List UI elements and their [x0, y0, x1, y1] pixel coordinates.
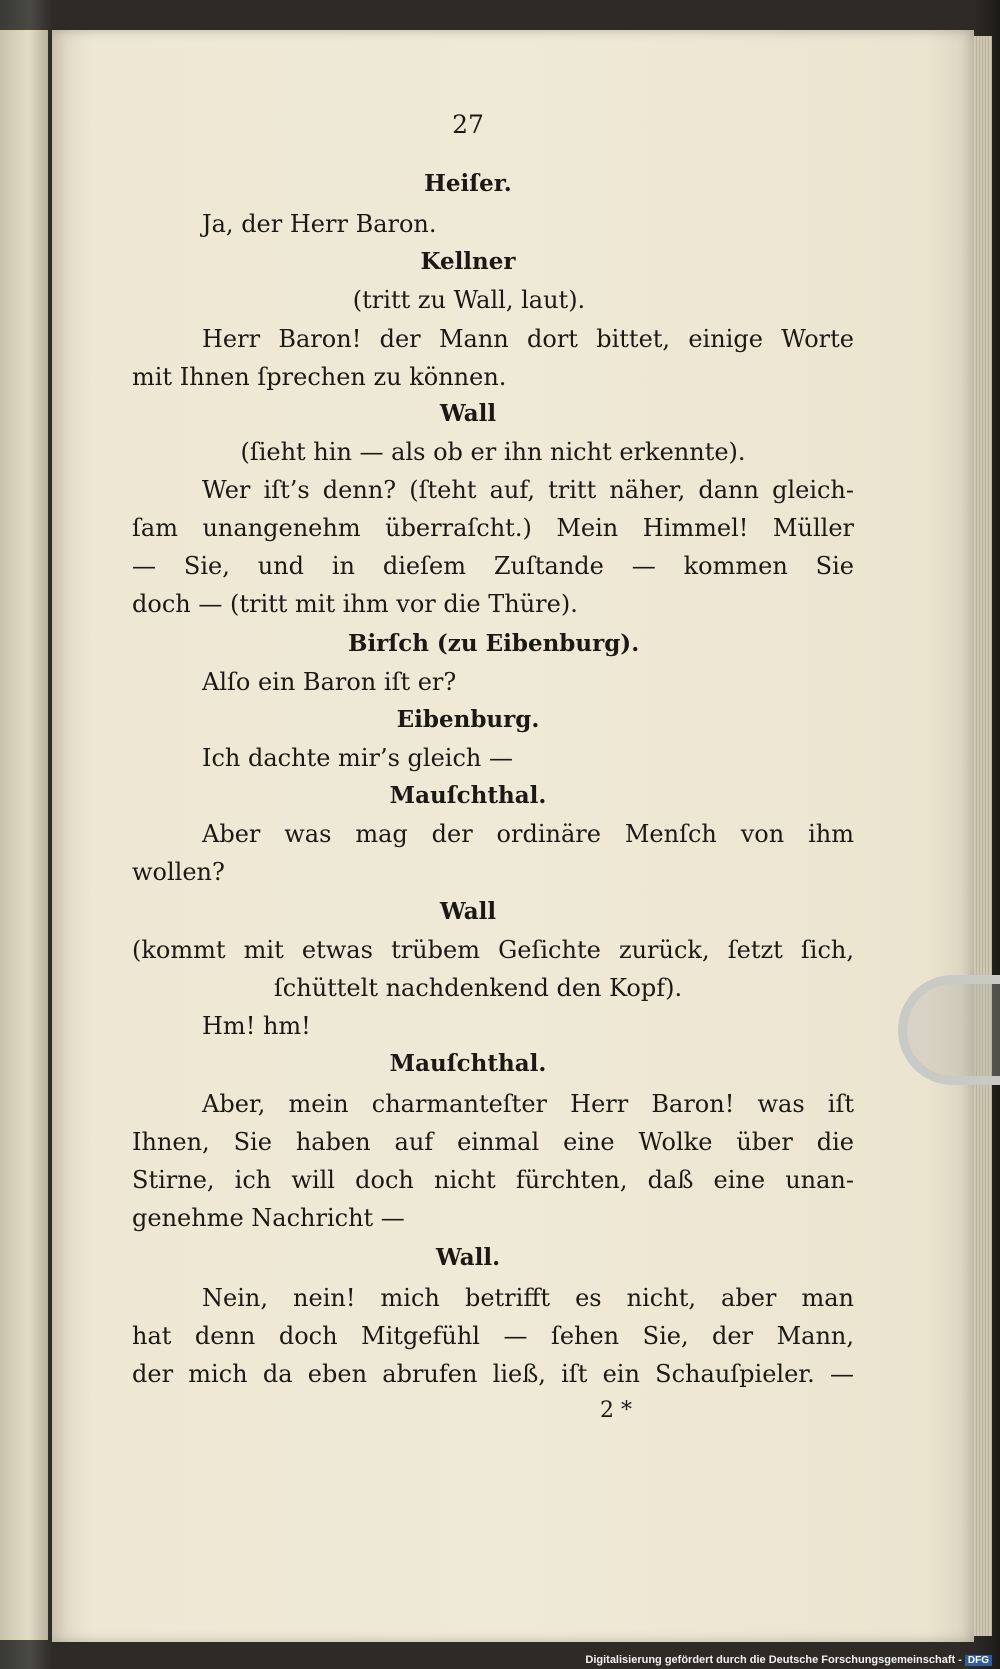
page-clip-tab — [898, 975, 1000, 1085]
text-line: genehme Nachricht — — [132, 1204, 405, 1232]
text-line: Hm! hm! — [202, 1012, 311, 1040]
text-line: Aber, mein charmanteſter Herr Baron! was iſt — [202, 1090, 854, 1118]
text-line: Nein, nein! mich betrifft es nicht, aber man — [202, 1284, 854, 1312]
left-page-edge — [0, 30, 48, 1640]
text-line: doch — (tritt mit ihm vor die Thüre). — [132, 590, 578, 618]
book-page — [52, 30, 974, 1642]
speaker-name: Mauſchthal. — [389, 782, 547, 809]
text-line: ſam unangenehm überraſcht.) Mein Himmel! Müller — [132, 514, 854, 542]
text-line: Ihnen, Sie haben auf einmal eine Wolke über die — [132, 1128, 854, 1156]
signature-mark: 2 * — [600, 1398, 632, 1423]
text-line: hat denn doch Mitgefühl — ſehen Sie, der Mann, — [132, 1322, 854, 1350]
dfg-logo: DFG — [965, 1655, 992, 1666]
speaker-name: Kellner — [420, 248, 516, 275]
credit-text: Digitalisierung gefördert durch die Deutsche Forschungsgemeinschaft - — [585, 1654, 962, 1666]
speaker-name: Eibenburg. — [396, 706, 540, 733]
text-line: der mich da eben abrufen ließ, iſt ein Schauſpieler. — — [132, 1360, 854, 1388]
text-line: — Sie, und in dieſem Zuſtande — kommen Sie — [132, 552, 854, 580]
text-line: Aber was mag der ordinäre Menſch von ihm — [202, 820, 854, 848]
text-line: Ich dachte mir’s gleich — — [202, 744, 513, 772]
speaker-name: Wall — [439, 898, 497, 925]
stage-direction: (kommt mit etwas trübem Geſichte zurück, ſetzt ſich, — [132, 936, 854, 964]
text-line: wollen? — [132, 858, 225, 886]
digitization-credit — [585, 1654, 992, 1666]
page-text — [52, 30, 974, 1642]
speaker-name: Birſch (zu Eibenburg). — [348, 630, 640, 657]
text-line: Herr Baron! der Mann dort bittet, einige Worte — [202, 325, 854, 353]
page-number: 27 — [452, 110, 484, 139]
stage-direction: (tritt zu Wall, laut). — [352, 286, 586, 314]
stage-direction: (ſieht hin — als ob er ihn nicht erkennte). — [240, 438, 746, 466]
speaker-name: Mauſchthal. — [389, 1050, 547, 1077]
speaker-name: Heiſer. — [424, 170, 512, 197]
stage-direction: ſchüttelt nachdenkend den Kopf). — [273, 974, 683, 1002]
text-line: Ja, der Herr Baron. — [202, 210, 437, 238]
text-line: Alſo ein Baron iſt er? — [202, 668, 457, 696]
speaker-name: Wall. — [435, 1244, 501, 1271]
speaker-name: Wall — [439, 400, 497, 427]
text-line: Stirne, ich will doch nicht fürchten, daß eine unan- — [132, 1166, 854, 1194]
text-line: mit Ihnen ſprechen zu können. — [132, 363, 507, 391]
text-line: Wer iſt’s denn? (ſteht auf, tritt näher, dann gleich- — [202, 476, 854, 504]
page-stack-edge — [974, 36, 992, 1636]
